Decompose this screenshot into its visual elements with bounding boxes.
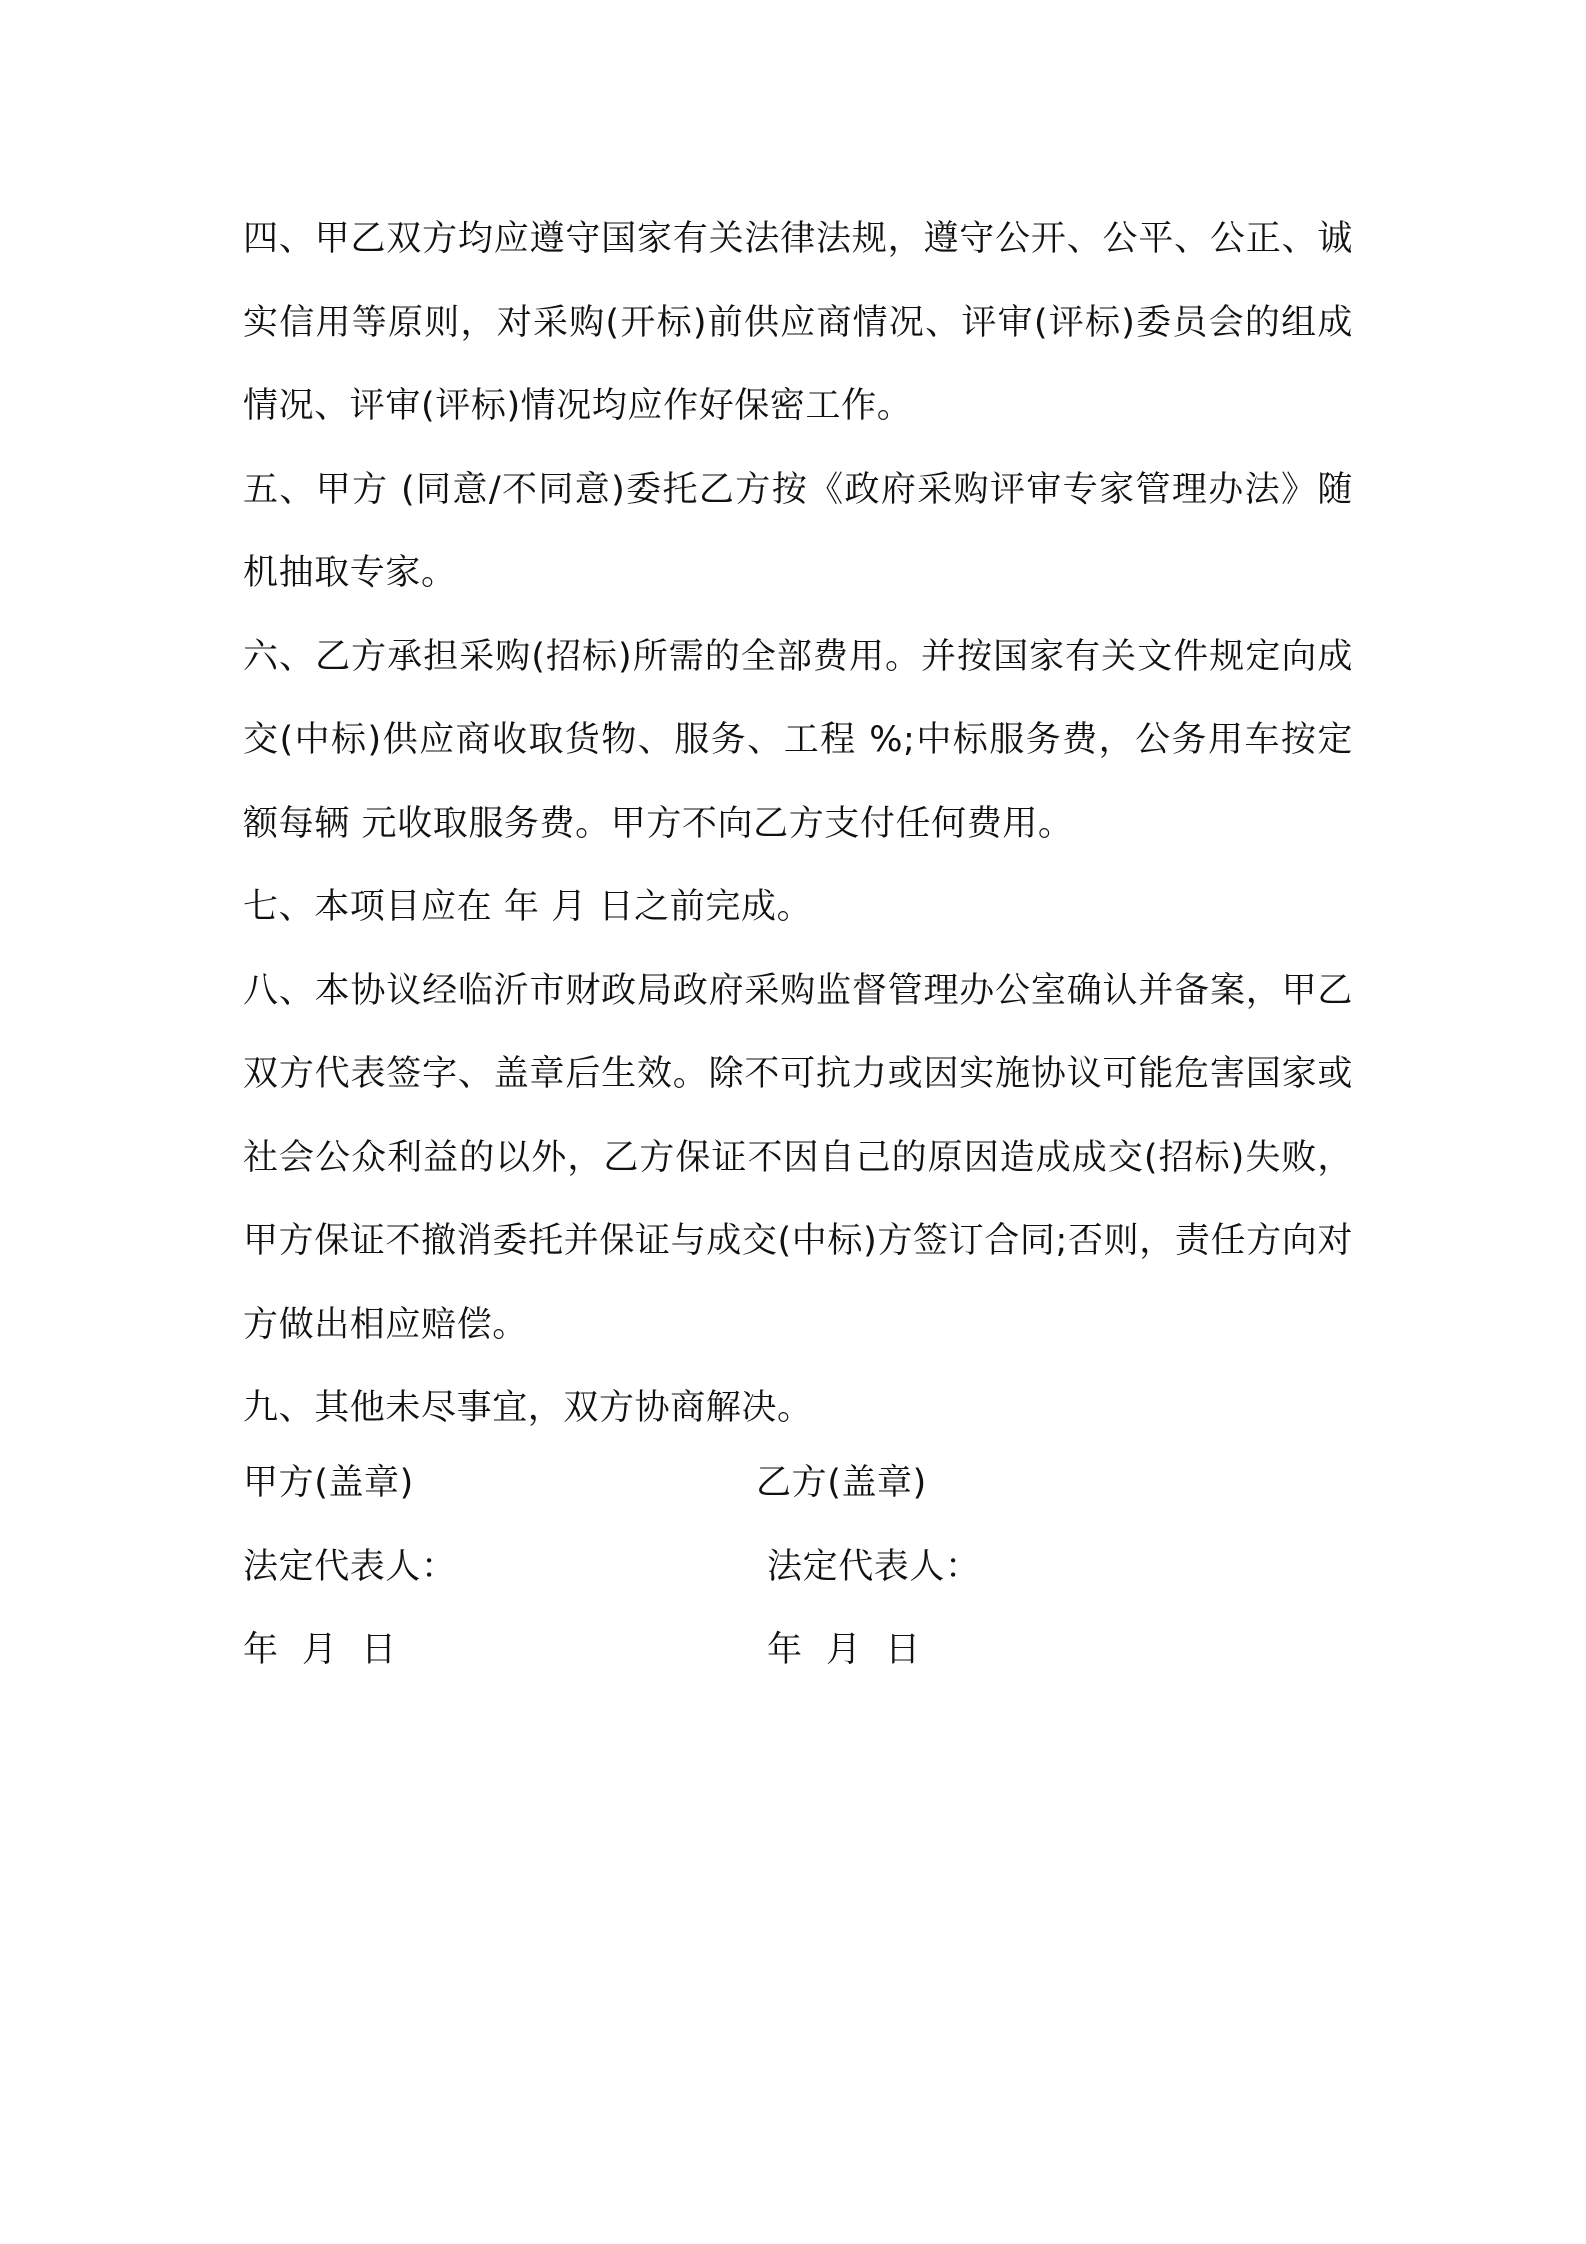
party-b-rep-label: 法定代表人： [767,1547,981,1587]
party-b-seal-label: 乙方(盖章) [756,1463,927,1503]
agreement-clauses [243,198,1353,1451]
party-b-date-label: 年 月 日 [767,1630,921,1670]
clause-5: 五、甲方 (同意/不同意)委托乙方按《政府采购评审专家管理办法》随机抽取专家。 [243,469,1353,593]
clause-9: 九、其他未尽事宜，双方协商解决。 [243,1388,813,1428]
signature-representative-row [243,1542,1353,1592]
party-a-date-label: 年 月 日 [243,1630,397,1670]
signature-seal-row [243,1458,1353,1508]
clause-4: 四、甲乙双方均应遵守国家有关法律法规，遵守公开、公平、公正、诚实信用等原则，对采购(开标)前供应商情况、评审(评标)委员会的组成情况、评审(评标)情况均应作好保密工作。 [243,219,1353,426]
clause-8: 八、本协议经临沂市财政局政府采购监督管理办公室确认并备案，甲乙双方代表签字、盖章后生效。除不可抗力或因实施协议可能危害国家或社会公众利益的以外，乙方保证不因自己的原因造成成交(招标)失败，甲方保证不撤消委托并保证与成交(中标)方签订合同;否则，责任方向对方做出相应赔偿。 [243,970,1353,1345]
clause-6: 六、乙方承担采购(招标)所需的全部费用。并按国家有关文件规定向成交(中标)供应商收取货物、服务、工程 %;中标服务费，公务用车按定额每辆 元收取服务费。甲方不向乙方支付任何费用。 [243,636,1353,844]
clause-7: 七、本项目应在 年 月 日之前完成。 [243,887,813,927]
signature-date-row [243,1625,1353,1675]
party-a-seal-label: 甲方(盖章) [243,1463,414,1503]
party-a-rep-label: 法定代表人： [243,1547,457,1587]
